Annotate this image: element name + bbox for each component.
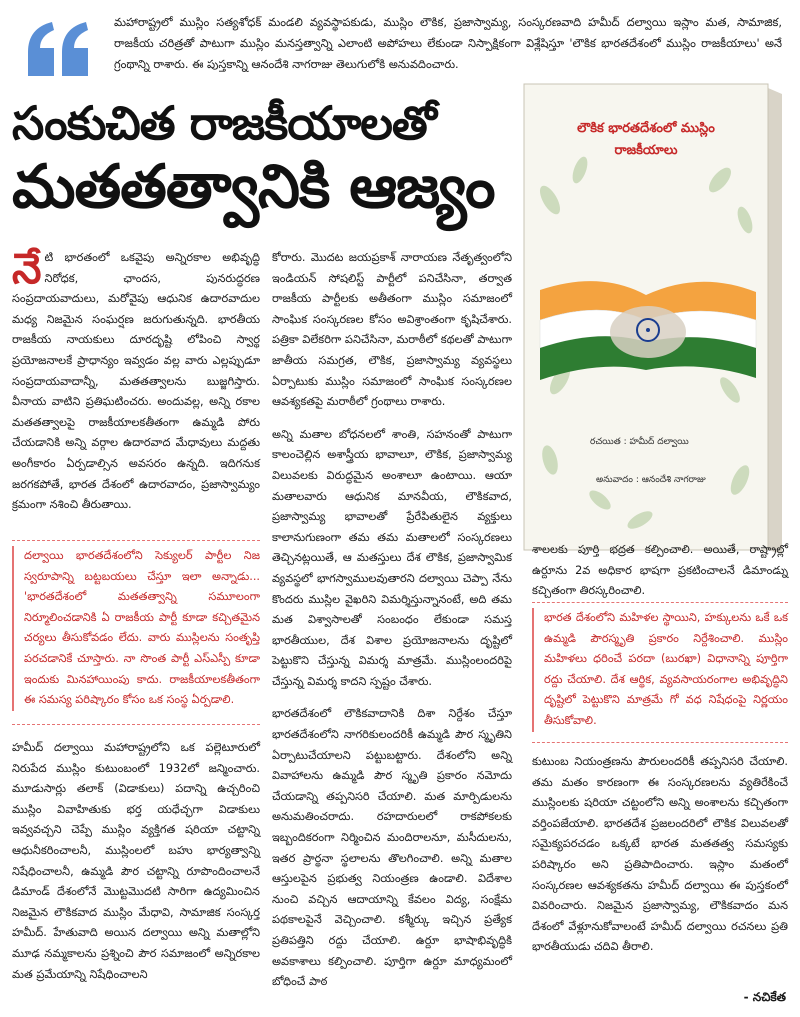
book-title-line-1: లౌకిక భారతదేశంలో ముస్లిం (577, 121, 715, 136)
book-author: రచయిత : హమీద్ దల్వాయి (590, 437, 689, 447)
article-column-1-continued (12, 738, 260, 985)
article-column-1 (12, 244, 260, 516)
headline-line-2: మతతత్వానికి ఆజ్యం (12, 152, 495, 222)
column-3-paragraph-1: శాలలకు పూర్తి భద్రత కల్పించాలి. అయితే, రాష్ట్రాల్లో ఉర్దూను 2వ అధికార భాషగా ప్రకటించాలనే డిమాండ్ను కచ్చితంగా తిరస్కరించాలి. (532, 543, 788, 598)
column-2-paragraph-2: అన్ని మతాల బోధనలలో శాంతి, సహనంతో పాటుగా కాలంచెల్లిన అశాస్త్రీయ భావాలూ, లౌకిక, ప్రజాస్వామ్య విలువలకు విరుద్ధమైన అంశాలూ ఉంటాయి. ఆయా మతాలవారు ఆధునిక మానవీయ, లౌకికవాద, ప్రజాస్వామ్య భావాలతో ప్రేరేపితులైన వ్యక్తులు కాలానుగుణంగా తమ తమ మతాలలో సంస్కరణలు తెచ్చినట్లయితే, ఆ మతస్తులు దేశ లౌకిక, ప్రజాస్వామిక వ్యవస్థలో భాగస్వాములవుతారని దల్వాయి చెప్పా నేను కొందరు ముస్లిల వైఖరిని విమర్శిస్తున్నానంటే, అది తమ మత విశ్వాసాలతో సంబంధం లేకుండా సమస్త భారతీయుల, దేశ విశాల ప్రయోజనాలను దృష్టిలో పెట్టుకొని చేస్తున్న విమర్శ మాత్రమే. ముస్లింలందరిపై చేస్తున్న విమర్శ కాదని స్పష్టం చేశారు. (272, 427, 512, 688)
drop-cap: నే (12, 244, 42, 293)
book-title-line-2: రాజకీయాలు (614, 143, 678, 158)
book-cover-image (520, 80, 788, 558)
book-translator: అనువాదం : ఆనందేశి నాగరాజు (596, 475, 706, 485)
headline-line-1: సంకుచిత రాజకీయాలతో (12, 96, 436, 150)
article-column-3 (532, 540, 788, 602)
column-1-paragraph-2: హమీద్ దల్వాయి మహారాష్ట్రలోని ఒక పల్లెటూరులో నిరుపేద ముస్లిం కుటుంబంలో 1932లో జన్మించారు. మూడుసార్లు తలాక్ (విడాకులు) పదాన్ని ఉచ్చరించి ముస్లిం వివాహితుకు భర్త యధేచ్ఛగా విడాకులు ఇవ్వవచ్చని చెప్పే ముస్లిం వ్యక్తిగత షరియా చట్టాన్ని ఆధునీకరించాలనీ, ముస్లింలలో బహు భార్యత్వాన్ని నిషేధించాలనీ, ఉమ్మడి పౌర చట్టాన్ని రూపొందించాలనే డిమాండ్ దేశంలోనే మొట్టమొదటి సారిగా ఉద్యమించిన నిజమైన లౌకికవాద ముస్లిం మేధావి, సామాజిక సంస్కర్త హమీద్. హేతువాది అయిన దల్వాయి అన్ని మతాల్లోని మూఢ నమ్మకాలను ప్రశ్నించి పౌర సమాజంలో అన్నిరకాల మత ప్రమేయాన్ని నిషేధించాలని (12, 741, 260, 981)
article-column-2 (272, 248, 512, 993)
quote-mark-icon (24, 18, 94, 78)
intro-summary: మహారాష్ట్రలో ముస్లిం సత్యశోధక్ మండలి వ్యవస్థాపకుడు, ముస్లిం లౌకిక, ప్రజాస్వామ్య, సంస్కరణవాది హమీద్ దల్వాయి ఇస్లాం మత, సామాజిక, రాజకీయ చరిత్రతో పాటుగా ముస్లిం మనస్తత్వాన్ని ఎలాంటి అపోహలు లేకుండా నిస్పాక్షికంగా విశ్లేషిస్తూ 'లౌకిక భారతదేశంలో ముస్లిం రాజకీయాలు' అనే గ్రంథాన్ని రాశారు. ఈ పుస్తకాన్ని ఆనందేశి నాగరాజు తెలుగులోకి అనువదించారు. (114, 15, 782, 71)
column-2-paragraph-1: కోరారు. మొదట జయప్రకాశ్ నారాయణ నేతృత్వంలోని ఇండియన్ సోషలిస్ట్ పార్టీలో పనిచేసినా, తర్వాత రాజకీయ పార్టీలకు అతీతంగా ముస్లిం సమాజంలో సాంఘిక సంస్కరణల కోసం అవిశ్రాంతంగా కృషిచేశారు. పత్రికా విలేకరిగా పనిచేసినా, మరాఠీలో కథలతో పాటుగా జాతీయ సమగ్రత, లౌకిక, ప్రజాస్వామ్య వ్యవస్థలు ఏర్పాటుకు ముస్లిం సమాజంలో సాంఘిక సంస్కరణల ఆవశ్యకతపై మరాఠీలో గ్రంథాలు రాశారు. (272, 251, 512, 409)
column-1-paragraph-1: నేటి భారతంలో ఒకవైపు అన్నిరకాల అభివృద్ధి నిరోధక, ఛాందస, పునరుద్ధరణ సంప్రదాయవాదులు, మరోవైపు ఆధునిక ఉదారవాదుల మధ్య నిజమైన సంఘర్షణ జరుగుతున్నది. భారతీయ రాజకీయ నాయకులు దూరదృష్టి లోపించి స్వార్థ ప్రయోజనాలకే ప్రాధాన్యం ఇవ్వడం వల్ల వారు ఎల్లప్పుడూ సంప్రదాయవాదాన్నీ, మతతత్వాలను బుజ్జగిస్తారు. వీనాయ వాటిని ప్రతిఘటించరు. అందువల్ల, అన్ని రకాల మతతత్వాలపై రాజకీయాలకతీతంగా ఉమ్మడి పోరు చేయడానికి అన్ని వర్గాల ఉదారవాద మేధావులు మద్దతు అంగీకారం ఏర్పడాల్సిన అవసరం ఉన్నది. ఇదిగనుక జరగకపోతే, భారత దేశంలో ఉదారవాదం, ప్రజాస్వామ్యం క్రమంగా నశించి తీరుతాయి. (12, 244, 260, 512)
column-2-paragraph-3: భారతదేశంలో లౌకికవాదానికి దిశా నిర్దేశం చేస్తూ భారతదేశంలోని నాగరికులందరికీ ఉమ్మడి పౌర స్మృతిని ఏర్పాటుచేయాలని పట్టుబట్టారు. దేశంలోని అన్ని వివాహాలను ఉమ్మడి పౌర స్మృతి ప్రకారం నమోదు చేయడాన్ని తప్పనిసరి చేయాలి. మత మార్పిడులను అనుమతించరాదు. రహదారులలో రాకపోకలకు ఇబ్బందికరంగా నిర్మించిన మందిరాలనూ, మసీదులను, ఇతర ప్రార్థనా స్థలాలను తొలగించాలి. అన్ని మతాల ఆస్తులపైన ప్రభుత్వ నియంత్రణ ఉండాలి. విదేశాల నుంచి వచ్చిన ఆదాయాన్ని కేవలం విద్య, సంక్షేమ పథకాలపైనే వెచ్చించాలి. కశ్మీర్కు ఇచ్చిన ప్రత్యేక ప్రతిపత్తిని రద్దు చేయాలి. ఉర్దూ భాషాభివృద్ధికి అవకాశాలు కల్పించాలి. పూర్తిగా ఉర్దూ మాధ్యమంలో బోధించే పాఠ (272, 707, 512, 989)
column-3-paragraph-2: కుటుంబ నియంత్రణను పౌరులందరికీ తప్పనిసరి చేయాలి. తమ మతం కారణంగా ఈ సంస్కరణలను వ్యతిరేకించే ముస్లింలకు షరియా చట్టంలోని అన్ని అంశాలను కచ్చితంగా వర్తింపజేయాలి. భారతదేశ ప్రజలందరిలో లౌకిక విలువలతో సమైక్యపరచడం ఒక్కటే భారత మతతత్వ సమస్యకు పరిష్కారం అని ప్రతిపాదించారు. ఇస్లాం మతంలో సంస్కరణల ఆవశ్యకతను హమీద్ దల్వాయి ఈ పుస్తకంలో వివరించారు. నిజమైన ప్రజాస్వామ్య, లౌకికవాదం మన దేశంలో వేళ్లూనుకోవాలంటే హమీద్ దల్వాయి రచనలు ప్రతి భారతీయుడు చదివి తీరాలి. (532, 755, 788, 954)
article-column-3-continued (532, 752, 788, 958)
author-byline: - నచికేత (743, 990, 786, 1004)
pull-quote-right: భారత దేశంలోని మహిళల స్థాయిని, హక్కులను ఒకే ఒక ఉమ్మడి పౌరస్మృతి ప్రకారం నిర్దేశించాలి. ముస్లిం మహిళలు ధరించే పరదా (బురఖా) విధానాన్ని పూర్తిగా రద్దు చేయాలి. దేశ ఆర్థిక, వ్యవసాయరంగాల అభివృద్ధిని దృష్టిలో పెట్టుకొని మాత్రమే గో వధ నిషేధంపై నిర్ణయం తీసుకోవాలి. (532, 608, 788, 732)
pull-quote-left: దల్వాయి భారతదేశంలోని సెక్యులర్ పార్టీల నిజ స్వరూపాన్ని బట్టబయలు చేస్తూ ఇలా అన్నాడు... 'భారతదేశంలో మతతత్వాన్ని సమూలంగా నిర్మూలించడానికి ఏ రాజకీయ పార్టీ కూడా కచ్చితమైన చర్యలు తీసుకోవడం లేదు. వారు ముస్లిలను సంతృప్తి పరచడానికే చూస్తారు. నా సొంత పార్టీ ఎస్ఎస్పీ కూడా ఇందుకు మినహాయింపు కాదు. రాజకీయాలకతీతంగా ఈ సమస్య పరిష్కారం కోసం ఒక సంస్థ ఏర్పడాలి. (12, 546, 260, 711)
